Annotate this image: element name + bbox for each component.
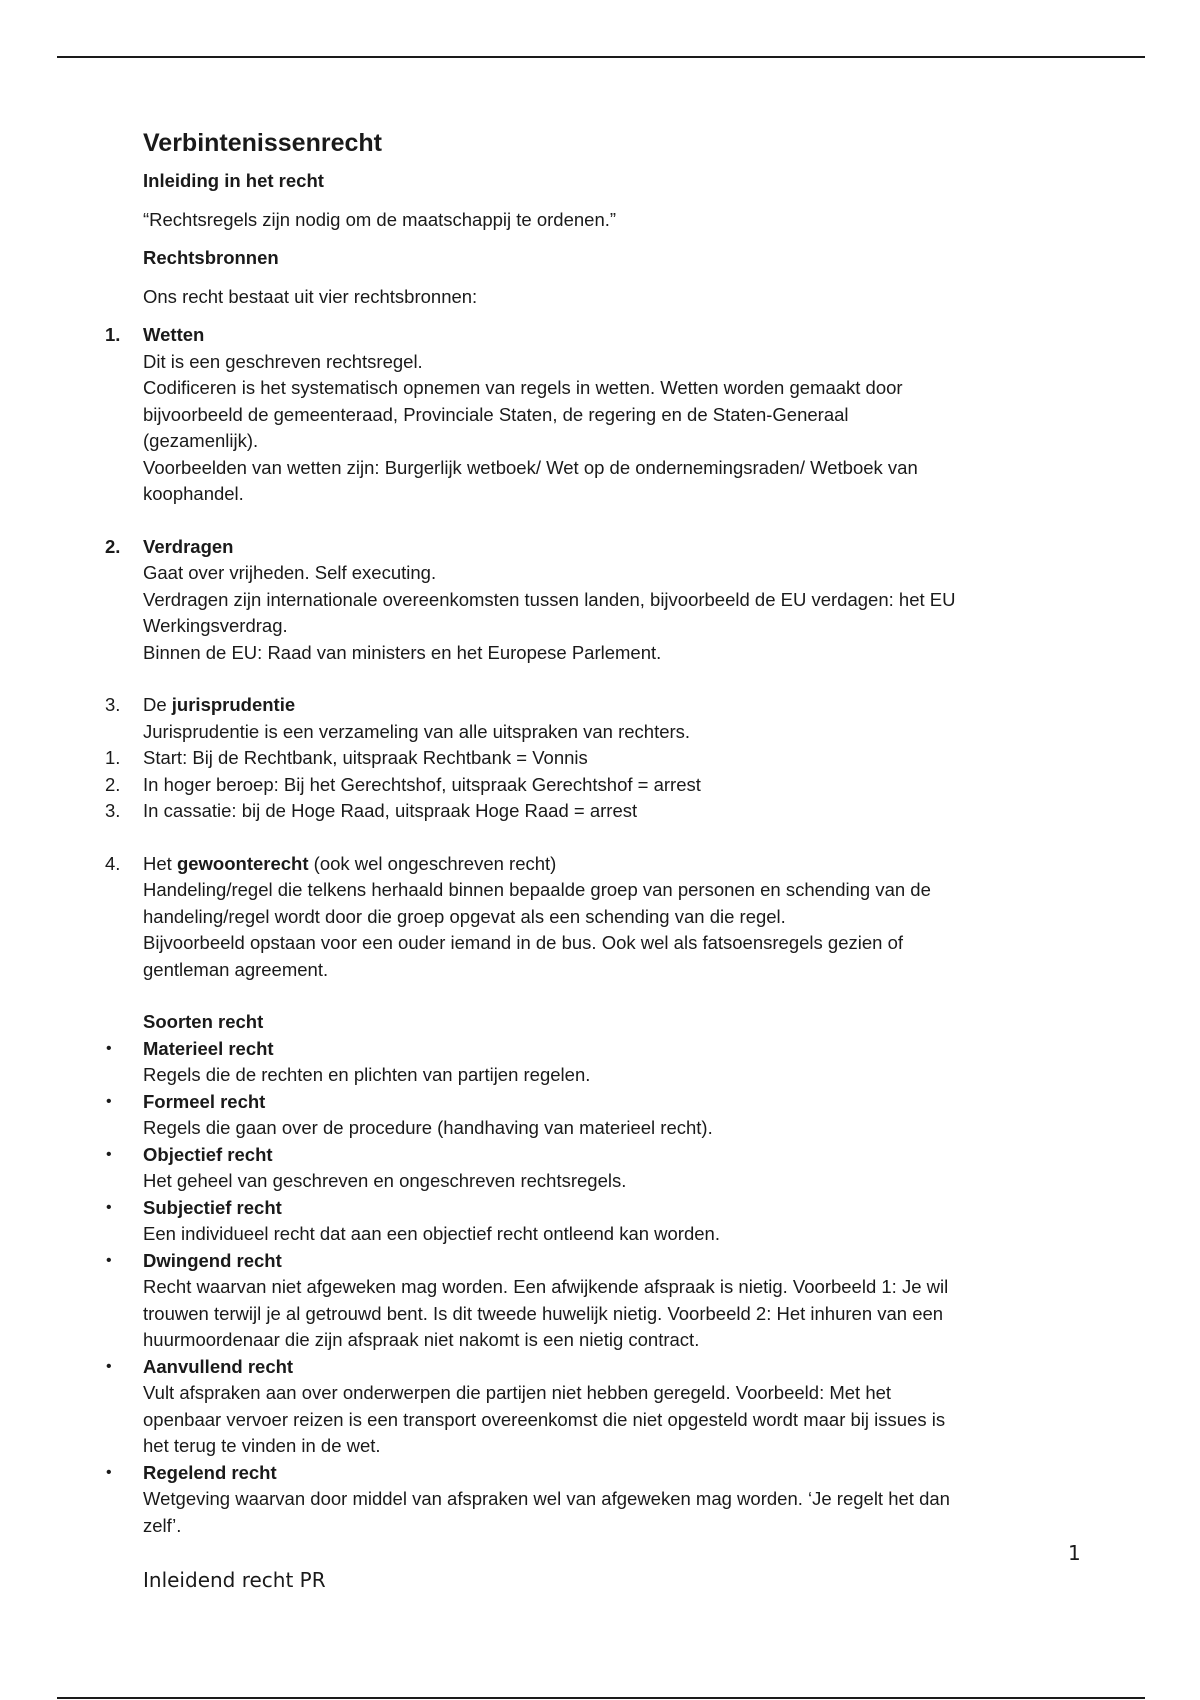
bullet-icon: •: [106, 1463, 112, 1481]
kind-line: Het geheel van geschreven en ongeschreven rechtsregels.: [143, 1170, 627, 1191]
sublist-item: [105, 798, 1088, 825]
sublist-number: 3.: [105, 800, 121, 821]
bullet-icon: •: [106, 1198, 112, 1216]
kind-line: zelf’.: [143, 1514, 182, 1536]
source-line: Binnen de EU: Raad van ministers en het Europese Parlement.: [143, 641, 662, 663]
page-number: 1: [1068, 1541, 1081, 1565]
kind-name: Materieel recht: [143, 1037, 274, 1059]
kind-line: Regels die gaan over de procedure (handhaving van materieel recht).: [143, 1117, 713, 1138]
heading-prefix: Het: [143, 852, 177, 874]
kind-line: huurmoordenaar die zijn afspraak niet nakomt is een nietig contract.: [143, 1329, 700, 1350]
kind-line: Wetgeving waarvan door middel van afspraken wel van afgeweken mag worden. ‘Je regelt het dan: [143, 1488, 950, 1509]
document-title: Verbintenissenrecht: [143, 129, 382, 157]
source-line: (gezamenlijk).: [143, 430, 259, 451]
header-rule: [57, 56, 1145, 58]
bullet-icon: •: [106, 1357, 112, 1375]
kind-item-dwingend: [106, 1248, 1088, 1354]
source-line: bijvoorbeeld de gemeenteraad, Provinciale Staten, de regering en de Staten-Generaal: [143, 403, 849, 425]
kind-name: Objectief recht: [143, 1143, 273, 1165]
source-line: Jurisprudentie is een verzameling van alle uitspraken van rechters.: [143, 720, 691, 742]
kind-line: Een individueel recht dat aan een objectief recht ontleend kan worden.: [143, 1223, 720, 1244]
source-line: Dit is een geschreven rechtsregel.: [143, 350, 423, 372]
list-number: 2.: [105, 535, 121, 557]
bullet-icon: •: [106, 1039, 112, 1057]
kind-name: Dwingend recht: [143, 1249, 282, 1271]
sublist-item: [105, 745, 1088, 772]
source-item-gewoonterecht: [105, 851, 1088, 984]
bullet-icon: •: [106, 1145, 112, 1163]
source-line: Verdragen zijn internationale overeenkomsten tussen landen, bijvoorbeeld de EU verdagen: het EU: [143, 588, 956, 610]
source-heading-line: [143, 692, 1088, 719]
source-line: Codificeren is het systematisch opnemen van regels in wetten. Wetten worden gemaakt door: [143, 377, 903, 398]
sublist-text: In hoger beroep: Bij het Gerechtshof, uitspraak Gerechtshof = arrest: [143, 773, 701, 795]
spacer: [143, 983, 1088, 1009]
list-number: 1.: [105, 324, 121, 345]
kinds-heading: Soorten recht: [143, 1011, 264, 1032]
kind-item-materieel: [106, 1036, 1088, 1089]
list-number: 3.: [105, 694, 121, 715]
source-heading-line: [143, 851, 1088, 878]
kind-item-objectief: [106, 1142, 1088, 1195]
kind-line: openbaar vervoer reizen is een transport overeenkomst die niet opgesteld wordt maar bij issues is: [143, 1408, 946, 1430]
document-body: [105, 121, 1088, 1539]
source-line: koophandel.: [143, 483, 244, 504]
kind-item-formeel: [106, 1089, 1088, 1142]
source-heading: Wetten: [143, 324, 205, 345]
source-item-verdragen: [105, 534, 1088, 667]
heading-prefix: De: [143, 694, 172, 715]
kind-item-aanvullend: [106, 1354, 1088, 1460]
kind-name: Aanvullend recht: [143, 1355, 294, 1377]
kind-line: Regels die de rechten en plichten van partijen regelen.: [143, 1064, 591, 1085]
sublist-number: 2.: [105, 773, 121, 795]
kind-item-subjectief: [106, 1195, 1088, 1248]
bullet-icon: •: [106, 1092, 112, 1110]
spacer: [143, 508, 1088, 534]
source-line: Handeling/regel die telkens herhaald binnen bepaalde groep van personen en schending van de: [143, 879, 931, 900]
source-line: handeling/regel wordt door die groep opgevat als een schending van die regel.: [143, 905, 786, 927]
spacer: [143, 666, 1088, 692]
kind-item-regelend: [106, 1460, 1088, 1540]
sublist-item: [105, 772, 1088, 799]
sources-heading: Rechtsbronnen: [143, 247, 279, 268]
source-line: Werkingsverdrag.: [143, 615, 288, 636]
source-line: Gaat over vrijheden. Self executing.: [143, 562, 437, 583]
list-number: 4.: [105, 852, 121, 874]
source-line: gentleman agreement.: [143, 958, 329, 980]
kind-name: Subjectief recht: [143, 1196, 282, 1218]
kind-name: Regelend recht: [143, 1461, 277, 1483]
source-item-jurisprudentie: [105, 692, 1088, 745]
source-heading: jurisprudentie: [171, 694, 296, 715]
source-heading: Verdragen: [143, 535, 234, 557]
footer-text: Inleidend recht PR: [143, 1568, 326, 1592]
source-line: Voorbeelden van wetten zijn: Burgerlijk wetboek/ Wet op de ondernemingsraden/ Wetboek van: [143, 456, 918, 478]
source-line: Bijvoorbeeld opstaan voor een ouder iemand in de bus. Ook wel als fatsoensregels gezien of: [143, 932, 903, 953]
sublist-number: 1.: [105, 747, 121, 768]
source-item-wetten: [105, 322, 1088, 508]
heading-suffix: (ook wel ongeschreven recht): [308, 852, 557, 874]
sublist-text: In cassatie: bij de Hoge Raad, uitspraak Hoge Raad = arrest: [143, 800, 638, 821]
source-heading: gewoonterecht: [176, 852, 309, 874]
sources-intro: Ons recht bestaat uit vier rechtsbronnen:: [143, 285, 478, 307]
kind-name: Formeel recht: [143, 1090, 266, 1112]
kind-line: Vult afspraken aan over onderwerpen die partijen niet hebben geregeld. Voorbeeld: Met het: [143, 1382, 892, 1403]
quote: “Rechtsregels zijn nodig om de maatschappij te ordenen.”: [143, 208, 617, 230]
sublist-text: Start: Bij de Rechtbank, uitspraak Rechtbank = Vonnis: [143, 747, 588, 768]
kind-line: Recht waarvan niet afgeweken mag worden. Een afwijkende afspraak is nietig. Voorbeeld 1: Je wil: [143, 1276, 949, 1297]
bullet-icon: •: [106, 1251, 112, 1269]
spacer: [143, 825, 1088, 851]
intro-heading: Inleiding in het recht: [143, 170, 324, 191]
kind-line: het terug te vinden in de wet.: [143, 1435, 381, 1456]
footer-rule: [57, 1697, 1145, 1699]
kind-line: trouwen terwijl je al getrouwd bent. Is dit tweede huwelijk nietig. Voorbeeld 2: Het inhuren van een: [143, 1302, 944, 1324]
